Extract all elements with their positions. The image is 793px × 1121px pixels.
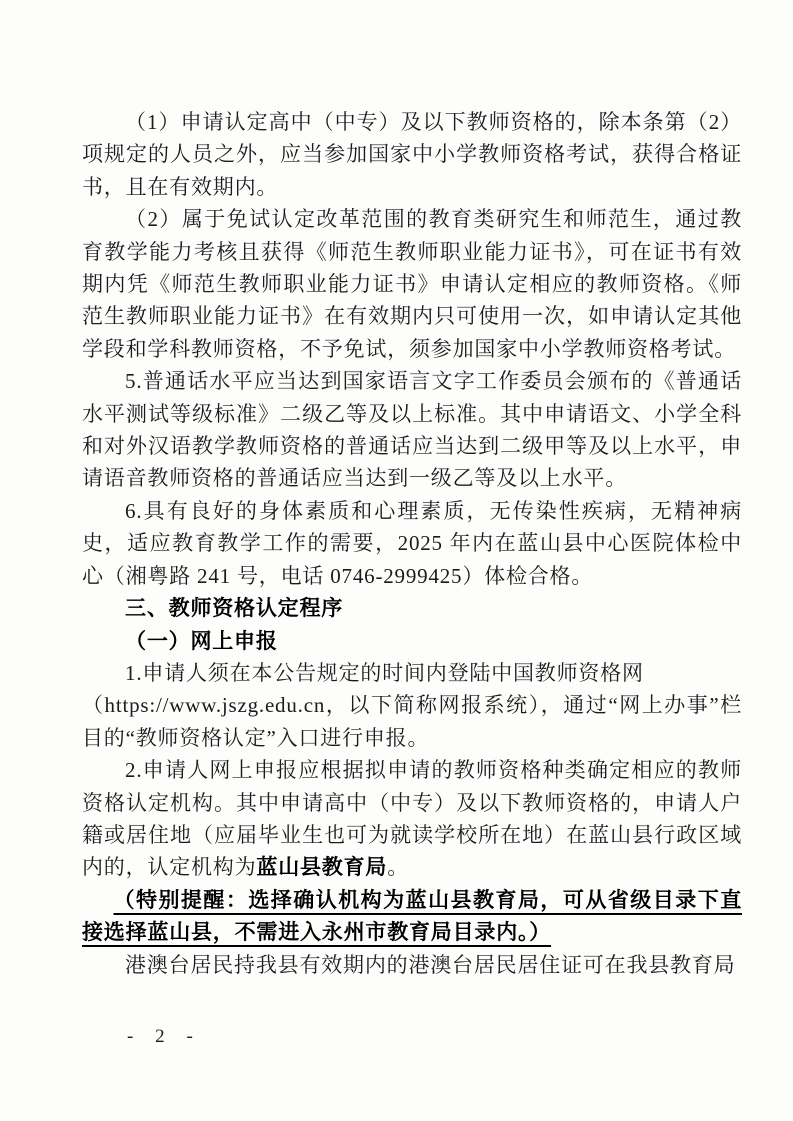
step-1-url-text: （https://www.jszg.edu.cn，以下简称网报系统），通过“网上办事”栏目的“教师资格认定”入口进行申报。 xyxy=(82,693,742,750)
para-requirement-1: （1）申请认定高中（中专）及以下教师资格的，除本条第（2）项规定的人员之外，应当参加国家中小学教师资格考试，获得合格证书，且在有效期内。 xyxy=(82,110,742,199)
page-number: - 2 - xyxy=(127,1026,202,1047)
para-requirement-6-health: 6.具有良好的身体素质和心理素质，无传染性疾病，无精神病史，适应教育教学工作的需要，2025 年内在蓝山县中心医院体检中心（湘粤路 241 号，电话 0746-2999425）体检合格。 xyxy=(82,498,742,588)
subsection-1-heading: （一）网上申报 xyxy=(125,628,278,653)
section-3-heading: 三、教师资格认定程序 xyxy=(125,596,344,621)
step-1-intro-text: 1.申请人须在本公告规定的时间内登陆中国教师资格网 xyxy=(125,660,644,685)
step-2-period: 。 xyxy=(387,855,410,880)
document-body xyxy=(82,106,742,981)
para-online-step-2 xyxy=(82,754,742,884)
step-2-authority-name: 蓝山县教育局 xyxy=(256,855,388,880)
step-2-body-text: 2.申请人网上申报应根据拟申请的教师资格种类确定相应的教师资格认定机构。其中申请高中（中专）及以下教师资格的，申请人户籍或居住地（应届毕业生也可为就读学校所在地）在蓝山县行政区域内的，认定机构为 xyxy=(82,758,742,880)
para-hmt-residents: 港澳台居民持我县有效期内的港澳台居民居住证可在我县教育局 xyxy=(125,952,736,977)
para-online-step-1 xyxy=(82,657,742,754)
para-requirement-2: （2）属于免试认定改革范围的教育类研究生和师范生，通过教育教学能力考核且获得《师范生教师职业能力证书》，可在证书有效期内凭《师范生教师职业能力证书》申请认定相应的教师资格。《师范生教师职业能力证书》在有效期内只可使用一次，如申请认定其他学段和学科教师资格，不予免试，须参加国家中小学教师资格考试。 xyxy=(82,207,742,361)
para-special-reminder: （特别提醒：选择确认机构为蓝山县教育局，可从省级目录下直接选择蓝山县，不需进入永州市教育局目录内。） xyxy=(82,887,742,945)
para-requirement-5-putonghua: 5.普通话水平应当达到国家语言文字工作委员会颁布的《普通话水平测试等级标准》二级乙等及以上标准。其中申请语文、小学全科和对外汉语教学教师资格的普通话应当达到二级甲等及以上水平，申请语音教师资格的普通话应当达到一级乙等及以上水平。 xyxy=(82,369,742,491)
